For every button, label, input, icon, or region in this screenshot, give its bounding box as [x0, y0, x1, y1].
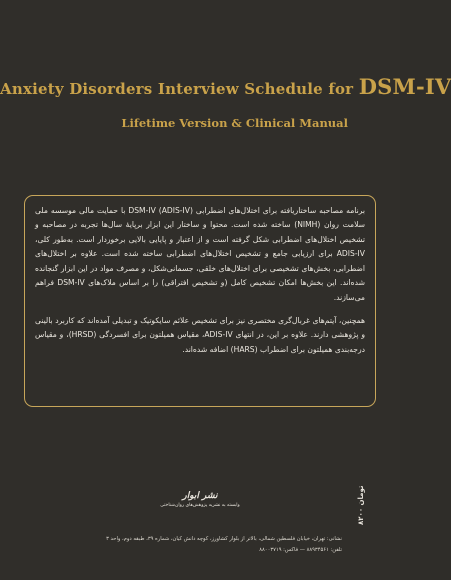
publisher-contact: تلفن: ۸۸۹۳۴۵۶۱ — فاکس: ۸۸۰۰۳۷۱۹: [259, 547, 342, 553]
book-title-main: Anxiety Disorders Interview Schedule for: [0, 80, 354, 98]
description-paragraph-1: برنامه مصاحبه ساختاریافته برای اختلال‌های اضطرابی DSM-IV (ADIS-IV) با حمایت مالی موسسه ملی سلامت روان (NIMH) ساخته شده است. محتوا و ساختار این ابزار برپایهٔ سال‌ها تجربه در مصاحبه و تشخیص اختلال‌های اضطرابی شکل گرفته است و از اعتبار و پایایی بالایی برخوردار است. به‌طور کلی، ADIS-IV برای ارزیابی جامع و تشخیص اختلال‌های اضطرابی ساخته شده است. علاوه بر اختلال‌های اضطرابی، بخش‌های تشخیصی برای اختلال‌های خلقی، جسمانی‌شکل، و مصرف مواد در این ابزار گنجانده شده‌اند. این بخش‌ها امکان تشخیص کامل (و تشخیص افتراقی) را بر اساس ملاک‌های DSM-IV فراهم می‌سازند.: [35, 206, 366, 302]
publisher-address: نشانی: تهران، خیابان فلسطین شمالی، بالاتر از بلوار کشاورز، کوچه دانش کیان، شماره ۳۹، طبقه دوم، واحد ۳: [106, 536, 342, 542]
book-title: [0, 74, 451, 99]
publisher-logo: [150, 490, 250, 514]
description-paragraph-2: همچنین، آیتم‌های غربال‌گری مختصری نیز برای تشخیص علائم سایکوتیک و تبدیلی آمده‌اند که کاربرد بالینی و پژوهشی دارند. علاوه بر این، در انتهای ADIS-IV، مقیاس همیلتون برای افسردگی (HRSD)، و مقیاس درجه‌بندی همیلتون برای اضطراب (HARS) اضافه شده‌اند.: [35, 315, 365, 354]
book-title-dsm: DSM-IV: [358, 74, 451, 99]
publisher-tagline: وابسته به نشریه پژوهش‌های روان‌شناختی: [160, 503, 240, 508]
description-box: [24, 195, 376, 407]
publisher-name: نشر ابوار: [182, 491, 218, 501]
book-subtitle: Lifetime Version & Clinical Manual: [121, 116, 348, 130]
book-price: ۸۲۰۰ تومان: [357, 485, 365, 525]
